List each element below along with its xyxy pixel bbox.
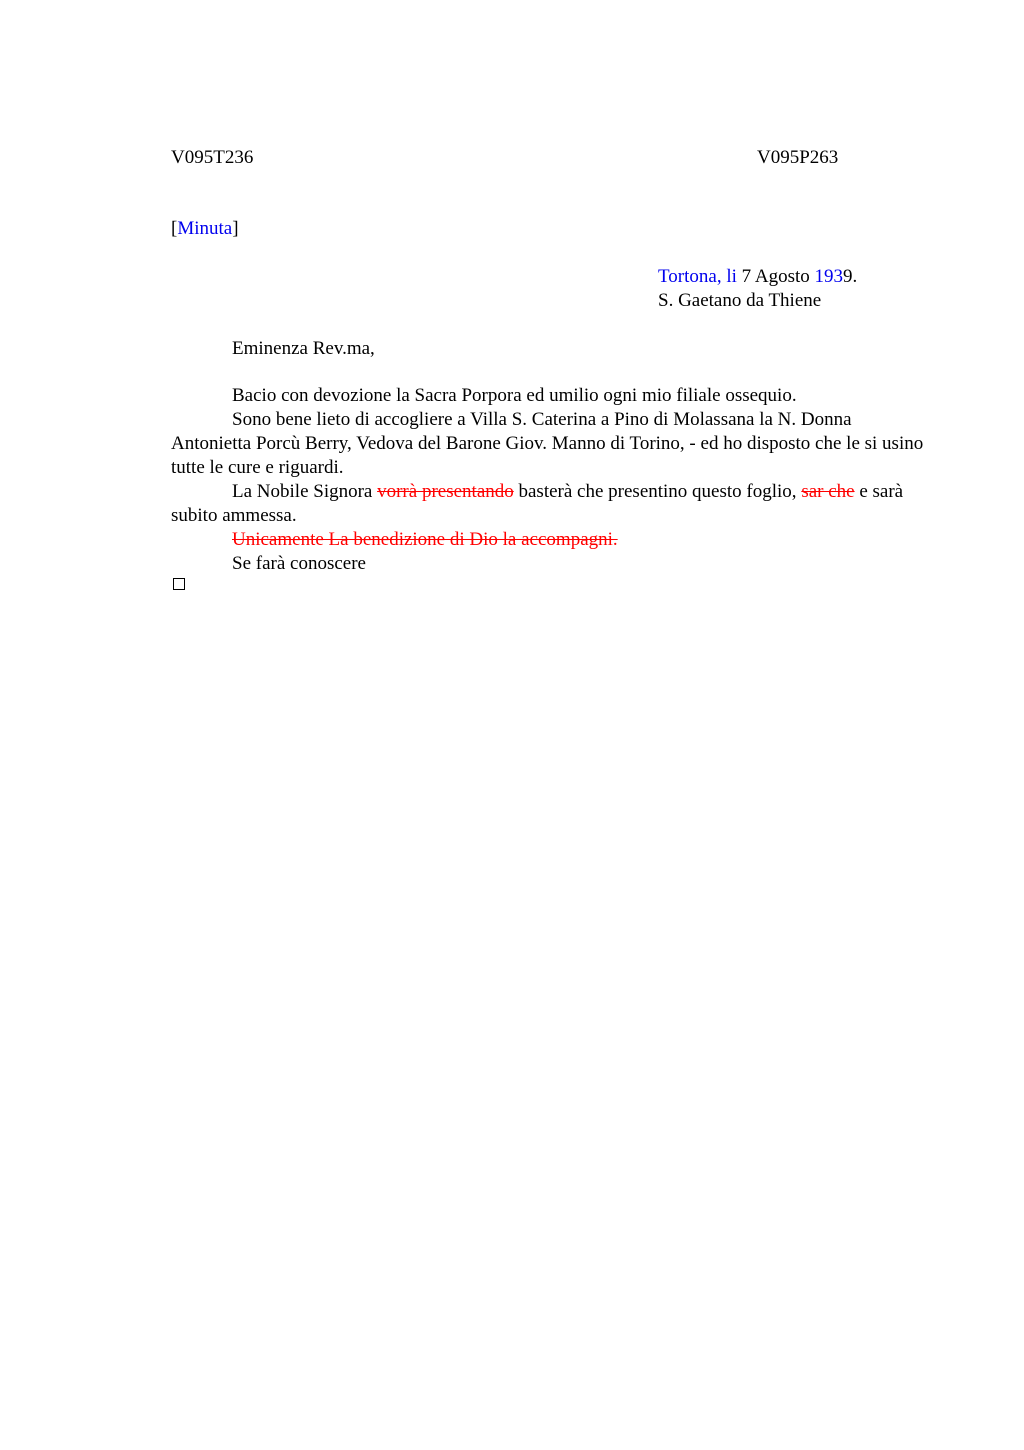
- minuta-open-bracket: [: [171, 218, 178, 239]
- minuta-text: Minuta: [177, 218, 233, 239]
- paragraph-3: [171, 480, 931, 528]
- dateline-place: Tortona, li: [658, 266, 737, 287]
- dateline-day-month: 7 Agosto: [736, 266, 815, 287]
- letter-body: [171, 384, 931, 576]
- dateline-year-last: 9.: [843, 266, 858, 287]
- paragraph-3-part-b: basterà che presentino questo foglio,: [513, 481, 802, 502]
- end-mark-box: [173, 578, 185, 590]
- deletion-1: vorrà presentando: [377, 481, 514, 502]
- left-code: V095T236: [171, 147, 254, 168]
- paragraph-2: Sono bene lieto di accogliere a Villa S. Caterina a Pino di Molassana la N. Donna Antonietta Porcù Berry, Vedova del Barone Giov. Manno di Torino, - ed ho disposto che le si usino tutte le cure e riguardi.: [171, 409, 924, 478]
- saint-day: S. Gaetano da Thiene: [658, 290, 822, 311]
- salutation: Eminenza Rev.ma,: [232, 338, 375, 359]
- minuta-label: [171, 217, 239, 241]
- paragraph-1: Bacio con devozione la Sacra Porpora ed umilio ogni mio filiale ossequio.: [232, 385, 797, 406]
- dateline-year-part: 193: [814, 266, 843, 287]
- deletion-2: sar che: [801, 481, 855, 502]
- paragraph-5: Se farà conoscere: [232, 553, 366, 574]
- deletion-3: Unicamente La benedizione di Dio la accompagni.: [232, 529, 618, 550]
- paragraph-3-part-a: La Nobile Signora: [232, 481, 378, 502]
- paragraph-3-part-c: e sarà subito ammessa.: [171, 481, 908, 526]
- right-code: V095P263: [757, 147, 839, 168]
- dateline: [658, 265, 857, 289]
- paragraph-4: [171, 528, 931, 552]
- minuta-close-bracket: ]: [232, 218, 239, 239]
